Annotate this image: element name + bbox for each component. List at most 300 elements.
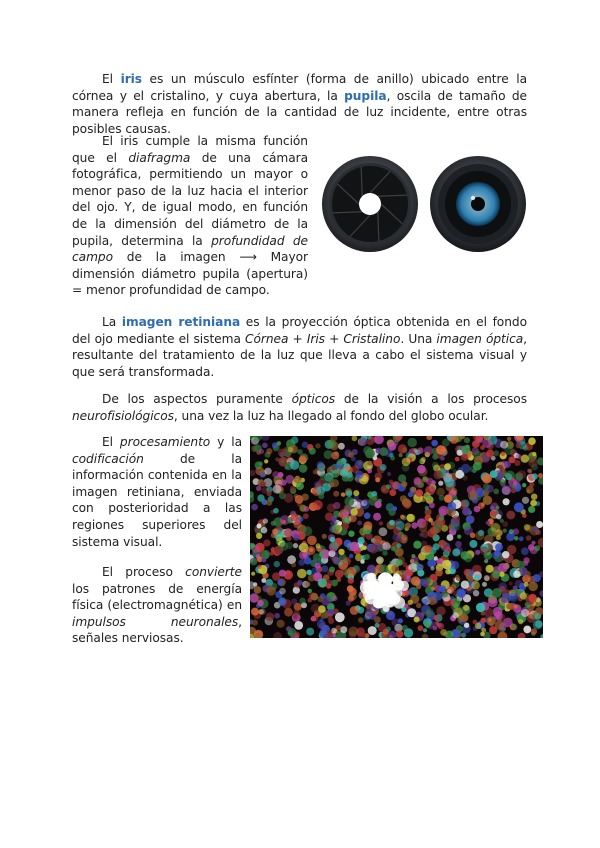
noise-dot bbox=[414, 617, 420, 623]
bright-spot-dot bbox=[393, 573, 400, 580]
noise-dot bbox=[484, 575, 490, 581]
noise-dot bbox=[439, 585, 446, 592]
noise-dot bbox=[437, 623, 442, 628]
noise-dot bbox=[490, 470, 498, 478]
noise-dot bbox=[395, 548, 404, 557]
noise-dot bbox=[425, 545, 433, 553]
noise-dot bbox=[358, 617, 364, 623]
noise-dot bbox=[306, 546, 315, 555]
noise-dot bbox=[344, 518, 349, 523]
noise-dot bbox=[395, 521, 404, 530]
noise-dot bbox=[261, 527, 268, 534]
noise-dot bbox=[402, 447, 408, 453]
noise-dot bbox=[291, 599, 297, 605]
noise-dot bbox=[413, 541, 421, 549]
paragraph-optical-aspects: De los aspectos puramente ópticos de la visión a los procesos neurofisiológicos, una vez la luz ha llegado al fondo del globo ocular. bbox=[72, 392, 528, 423]
noise-dot bbox=[416, 489, 424, 497]
noise-dot bbox=[432, 454, 438, 460]
noise-dot bbox=[470, 533, 476, 539]
noise-dot bbox=[396, 630, 404, 638]
noise-dot bbox=[463, 605, 469, 611]
noise-dot bbox=[315, 563, 321, 569]
noise-dot bbox=[261, 578, 266, 583]
noise-dot bbox=[305, 581, 311, 587]
noise-dot bbox=[499, 479, 506, 486]
noise-dot bbox=[348, 588, 356, 596]
noise-dot bbox=[423, 628, 427, 632]
noise-dot bbox=[375, 477, 380, 482]
noise-dot bbox=[419, 533, 423, 537]
noise-dot bbox=[293, 610, 299, 616]
noise-dot bbox=[521, 455, 529, 463]
noise-dot bbox=[532, 527, 538, 533]
noise-dot bbox=[514, 502, 524, 512]
noise-dot bbox=[255, 461, 263, 469]
noise-dot bbox=[429, 502, 435, 508]
noise-dot bbox=[377, 558, 382, 563]
noise-dot bbox=[362, 476, 368, 482]
noise-dot bbox=[367, 461, 372, 466]
noise-dot bbox=[306, 628, 314, 636]
noise-dot bbox=[530, 500, 537, 507]
bright-spot-dot bbox=[387, 584, 395, 592]
noise-dot bbox=[524, 582, 529, 587]
noise-dot bbox=[262, 443, 268, 449]
paragraph-retinal-image: La imagen retiniana es la proyección óptica obtenida en el fondo del ojo mediante el sistema Córnea + Iris + Cristalino. Una imagen óptica, resultante del tratamiento de la luz que lleva a cabo el sistema visual y que será transformada. bbox=[72, 315, 527, 379]
noise-dot bbox=[260, 481, 266, 487]
noise-dot bbox=[490, 511, 496, 517]
noise-dot bbox=[413, 448, 417, 452]
noise-dot bbox=[386, 484, 391, 489]
noise-dot bbox=[529, 594, 537, 602]
noise-dot bbox=[286, 475, 295, 484]
noise-dot bbox=[496, 506, 500, 510]
noise-dot bbox=[463, 476, 468, 481]
noise-dot bbox=[299, 455, 307, 463]
noise-dot bbox=[338, 521, 342, 525]
noise-dot bbox=[483, 483, 490, 490]
noise-dot bbox=[297, 580, 302, 585]
noise-dot bbox=[261, 550, 270, 559]
noise-dot bbox=[513, 571, 520, 578]
noise-dot bbox=[509, 529, 514, 534]
noise-dot bbox=[476, 603, 485, 612]
noise-dot bbox=[453, 612, 459, 618]
noise-dot bbox=[523, 626, 531, 634]
noise-dot bbox=[499, 623, 507, 631]
noise-dot bbox=[425, 608, 434, 617]
noise-dot bbox=[315, 443, 320, 448]
noise-dot bbox=[506, 603, 512, 609]
noise-dot bbox=[303, 513, 309, 519]
noise-dot bbox=[326, 629, 332, 635]
noise-dot bbox=[250, 558, 258, 566]
noise-dot bbox=[391, 547, 395, 551]
noise-dot bbox=[516, 442, 522, 448]
noise-dot bbox=[358, 461, 362, 465]
noise-dot bbox=[451, 488, 458, 495]
noise-dot bbox=[400, 515, 405, 520]
noise-dot bbox=[411, 576, 421, 586]
noise-dot bbox=[455, 541, 462, 548]
noise-dot bbox=[451, 600, 456, 605]
noise-dot bbox=[452, 522, 461, 531]
noise-dot bbox=[325, 475, 335, 485]
noise-dot bbox=[427, 495, 432, 500]
noise-dot bbox=[538, 473, 543, 478]
noise-dot bbox=[416, 603, 421, 608]
noise-dot bbox=[509, 592, 518, 601]
noise-dot bbox=[297, 569, 307, 579]
noise-dot bbox=[361, 633, 366, 638]
noise-dot bbox=[284, 608, 293, 617]
noise-dot bbox=[509, 481, 514, 486]
noise-dot bbox=[521, 547, 529, 555]
noise-dot bbox=[252, 620, 258, 626]
noise-dot bbox=[444, 495, 452, 503]
noise-dot bbox=[488, 545, 492, 549]
noise-dot bbox=[503, 521, 509, 527]
noise-dot bbox=[473, 590, 479, 596]
noise-dot bbox=[528, 437, 536, 445]
noise-dot bbox=[338, 549, 344, 555]
noise-dot bbox=[425, 509, 432, 516]
noise-dot bbox=[442, 439, 450, 447]
noise-dot bbox=[326, 583, 331, 588]
noise-dot bbox=[526, 535, 532, 541]
noise-dot bbox=[285, 529, 293, 537]
noise-dot bbox=[290, 460, 299, 469]
noise-dot bbox=[457, 617, 463, 623]
noise-dot bbox=[253, 582, 257, 586]
noise-dot bbox=[519, 536, 524, 541]
noise-dot bbox=[439, 515, 444, 520]
noise-dot bbox=[350, 606, 359, 615]
noise-dot bbox=[531, 628, 537, 634]
noise-dot bbox=[317, 461, 325, 469]
noise-dot bbox=[401, 534, 407, 540]
paragraph-iris-definition: El iris es un músculo esfínter (forma de anillo) ubicado entre la córnea y el cristalino, y cuya abertura, la pupila, oscila de tamaño de manera refleja en función de la cantidad de luz incidente, entre otras posibles causas. bbox=[72, 72, 527, 136]
noise-dot bbox=[492, 570, 500, 578]
bright-spot-dot bbox=[370, 580, 378, 588]
noise-dot bbox=[337, 459, 344, 466]
noise-dot bbox=[489, 621, 494, 626]
noise-dot bbox=[532, 473, 538, 479]
noise-dot bbox=[514, 604, 518, 608]
noise-dot bbox=[507, 437, 511, 441]
noise-dot bbox=[365, 608, 373, 616]
noise-dot bbox=[469, 516, 475, 522]
noise-dot bbox=[251, 504, 258, 511]
noise-dot bbox=[313, 500, 323, 510]
noise-dot bbox=[331, 466, 335, 470]
noise-dot bbox=[522, 497, 529, 504]
noise-dot bbox=[318, 605, 326, 613]
noise-dot bbox=[417, 447, 423, 453]
paragraph-processing: El procesamiento y la codificación de la información contenida en la imagen retiniana, enviada con posterioridad a las regiones superiores del sistema visual. bbox=[72, 435, 242, 549]
noise-dot bbox=[382, 487, 386, 491]
noise-dot bbox=[257, 524, 262, 529]
noise-dot bbox=[451, 561, 460, 570]
noise-dot bbox=[331, 452, 339, 460]
camera-aperture-icon bbox=[320, 154, 420, 254]
noise-dot bbox=[267, 491, 272, 496]
noise-dot bbox=[461, 581, 469, 589]
noise-dot bbox=[303, 526, 313, 536]
noise-dot bbox=[482, 438, 492, 448]
noise-dot bbox=[496, 514, 501, 519]
noise-dot bbox=[514, 460, 520, 466]
noise-dot bbox=[468, 491, 477, 500]
noise-dot bbox=[503, 529, 507, 533]
noise-dot bbox=[313, 553, 320, 560]
noise-dot bbox=[312, 615, 318, 621]
noise-dot bbox=[498, 582, 507, 591]
noise-dot bbox=[464, 437, 470, 443]
noise-dot bbox=[397, 543, 402, 548]
noise-dot bbox=[259, 609, 264, 614]
noise-dot bbox=[435, 569, 443, 577]
noise-dot bbox=[382, 542, 390, 550]
noise-dot bbox=[431, 440, 438, 447]
noise-dot bbox=[363, 546, 367, 550]
noise-dot bbox=[389, 489, 396, 496]
noise-dot bbox=[535, 620, 543, 628]
noise-dot bbox=[281, 459, 285, 463]
noise-dot bbox=[518, 619, 523, 624]
noise-dot bbox=[251, 572, 255, 576]
noise-dot bbox=[431, 480, 436, 485]
noise-dot bbox=[526, 486, 534, 494]
noise-dot bbox=[461, 445, 470, 454]
noise-dot bbox=[349, 554, 354, 559]
noise-dot bbox=[407, 438, 417, 448]
noise-dot bbox=[434, 470, 443, 479]
noise-dot bbox=[496, 614, 501, 619]
noise-dot bbox=[348, 452, 354, 458]
noise-dot bbox=[422, 580, 429, 587]
noise-dot bbox=[447, 534, 454, 541]
noise-dot bbox=[278, 449, 286, 457]
noise-dot bbox=[375, 623, 380, 628]
noise-dot bbox=[483, 496, 492, 505]
noise-dot bbox=[484, 588, 493, 597]
noise-dot bbox=[279, 570, 286, 577]
noise-dot bbox=[390, 561, 394, 565]
noise-dot bbox=[493, 450, 499, 456]
noise-dot bbox=[333, 557, 340, 564]
noise-dot bbox=[486, 565, 494, 573]
noise-dot bbox=[302, 494, 309, 501]
noise-dot bbox=[293, 534, 300, 541]
noise-dot bbox=[277, 620, 285, 628]
noise-dot bbox=[358, 537, 365, 544]
noise-dot bbox=[493, 489, 499, 495]
noise-dot bbox=[422, 598, 428, 604]
noise-dot bbox=[373, 513, 381, 521]
noise-dot bbox=[407, 570, 414, 577]
noise-dot bbox=[367, 469, 372, 474]
noise-dot bbox=[335, 612, 345, 622]
noise-dot bbox=[313, 470, 317, 474]
eye-iris-icon bbox=[428, 154, 528, 254]
noise-dot bbox=[461, 633, 466, 638]
keyword-pupila: pupila bbox=[344, 88, 387, 103]
noise-dot bbox=[532, 611, 541, 620]
noise-dot bbox=[309, 448, 316, 455]
noise-dot bbox=[302, 442, 308, 448]
noise-dot bbox=[456, 576, 461, 581]
noise-dot bbox=[532, 452, 536, 456]
noise-dot bbox=[329, 567, 335, 573]
noise-dot bbox=[307, 536, 317, 546]
noise-dot bbox=[254, 586, 262, 594]
noise-dot bbox=[482, 582, 487, 587]
noise-dot bbox=[273, 485, 282, 494]
noise-dot bbox=[372, 491, 378, 497]
noise-dot bbox=[486, 521, 490, 525]
noise-dot bbox=[375, 501, 382, 508]
noise-dot bbox=[265, 468, 272, 475]
noise-dot bbox=[379, 527, 388, 536]
noise-dot bbox=[436, 488, 444, 496]
noise-dot bbox=[263, 539, 270, 546]
noise-dot bbox=[359, 438, 368, 447]
noise-dot bbox=[393, 441, 398, 446]
noise-dot bbox=[531, 494, 537, 500]
noise-dot bbox=[251, 608, 259, 616]
noise-dot bbox=[363, 499, 369, 505]
noise-dot bbox=[263, 518, 268, 523]
noise-dot bbox=[398, 618, 403, 623]
noise-dot bbox=[256, 533, 262, 539]
noise-dot bbox=[407, 514, 416, 523]
noise-dot bbox=[357, 521, 362, 526]
noise-dot bbox=[390, 482, 398, 490]
noise-dot bbox=[338, 443, 345, 450]
noise-dot bbox=[495, 543, 503, 551]
noise-dot bbox=[266, 612, 275, 621]
noise-dot bbox=[346, 601, 351, 606]
noise-dot bbox=[418, 625, 424, 631]
noise-dot bbox=[331, 542, 339, 550]
noise-dot bbox=[318, 578, 327, 587]
noise-dot bbox=[402, 458, 411, 467]
noise-dot bbox=[334, 529, 339, 534]
noise-dot bbox=[257, 564, 262, 569]
bright-spot-dot bbox=[374, 590, 385, 601]
noise-dot bbox=[341, 568, 349, 576]
noise-dot bbox=[271, 521, 276, 526]
noise-dot bbox=[293, 520, 301, 528]
noise-dot bbox=[318, 493, 324, 499]
noise-dot bbox=[471, 581, 480, 590]
noise-dot bbox=[264, 459, 268, 463]
noise-dot bbox=[363, 521, 372, 530]
noise-dot bbox=[349, 542, 359, 552]
noise-dot bbox=[333, 491, 339, 497]
noise-dot bbox=[266, 448, 272, 454]
noise-dot bbox=[274, 613, 280, 619]
noise-dot bbox=[274, 561, 280, 567]
noise-dot bbox=[478, 502, 485, 509]
keyword-imagen-retiniana: imagen retiniana bbox=[121, 315, 241, 329]
noise-dot bbox=[528, 457, 538, 467]
noise-dot bbox=[373, 542, 383, 552]
noise-dot bbox=[273, 508, 279, 514]
noise-dot bbox=[436, 606, 445, 615]
noise-dot bbox=[256, 486, 261, 491]
noise-dot bbox=[391, 565, 399, 573]
noise-dot bbox=[420, 565, 424, 569]
noise-dot bbox=[279, 492, 286, 499]
noise-dot bbox=[399, 453, 403, 457]
noise-dot bbox=[348, 531, 354, 537]
noise-dot bbox=[294, 621, 303, 630]
noise-dot bbox=[514, 536, 518, 540]
noise-dot bbox=[528, 544, 535, 551]
noise-dot bbox=[299, 464, 308, 473]
noise-dot bbox=[308, 574, 315, 581]
noise-dot bbox=[457, 589, 466, 598]
noise-dot bbox=[438, 481, 443, 486]
noise-dot bbox=[294, 476, 301, 483]
noise-dot bbox=[445, 569, 451, 575]
noise-dot bbox=[502, 485, 512, 495]
noise-dot bbox=[387, 472, 391, 476]
noise-dot bbox=[286, 570, 291, 575]
noise-dot bbox=[453, 591, 458, 596]
noise-dot bbox=[480, 546, 489, 555]
noise-dot bbox=[501, 452, 506, 457]
noise-dot bbox=[402, 625, 408, 631]
noise-dot bbox=[433, 626, 438, 631]
noise-dot bbox=[442, 542, 448, 548]
noise-dot bbox=[380, 464, 387, 471]
noise-dot bbox=[389, 453, 394, 458]
noise-dot bbox=[434, 556, 438, 560]
noise-dot bbox=[346, 490, 353, 497]
noise-dot bbox=[266, 500, 272, 506]
noise-dot bbox=[408, 600, 413, 605]
noise-dot bbox=[272, 529, 278, 535]
noise-dot bbox=[488, 598, 498, 608]
noise-dot bbox=[522, 483, 526, 487]
noise-dot bbox=[322, 534, 327, 539]
noise-dot bbox=[333, 502, 340, 509]
noise-dot bbox=[457, 535, 461, 539]
noise-dot bbox=[336, 625, 341, 630]
noise-dot bbox=[425, 623, 430, 628]
noise-dot bbox=[505, 473, 512, 480]
noise-dot bbox=[406, 452, 412, 458]
noise-dot bbox=[478, 530, 484, 536]
noise-dot bbox=[423, 477, 427, 481]
noise-dot bbox=[523, 557, 529, 563]
noise-dot bbox=[447, 589, 451, 593]
noise-dot bbox=[417, 569, 424, 576]
keyword-iris: iris bbox=[120, 72, 142, 86]
noise-dot bbox=[321, 596, 331, 606]
noise-dot bbox=[469, 540, 477, 548]
noise-dot bbox=[260, 472, 266, 478]
noise-dot bbox=[439, 508, 446, 515]
noise-dot bbox=[278, 598, 286, 606]
noise-dot bbox=[368, 626, 377, 635]
noise-dot bbox=[321, 565, 328, 572]
noise-dot bbox=[337, 577, 342, 582]
noise-dot bbox=[517, 475, 523, 481]
